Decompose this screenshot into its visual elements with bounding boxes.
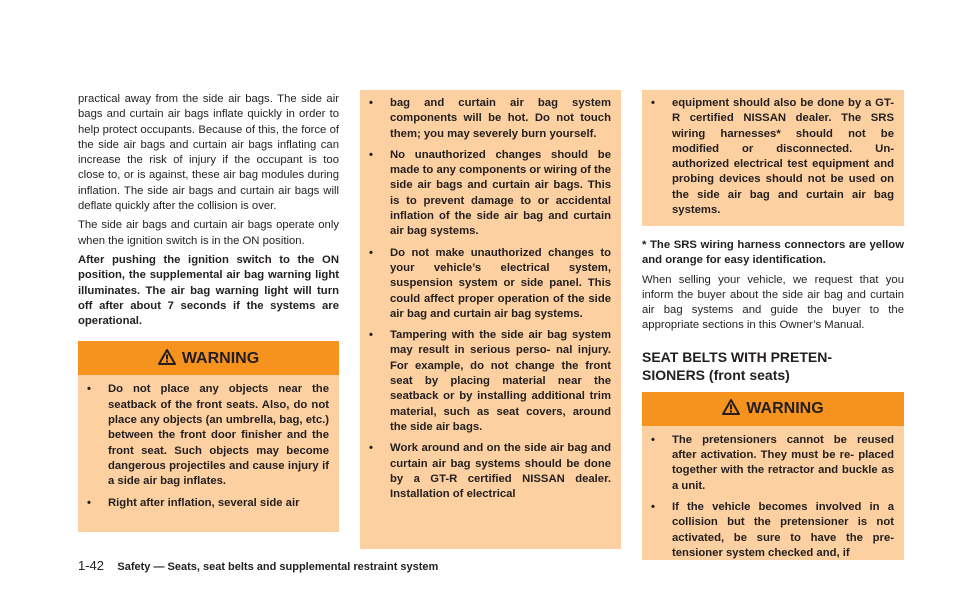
body-paragraph: When selling your vehicle, we request that you inform the buyer about the side air bag and curtain air bag systems and guide the buyer to the appropriate sections in this Owner’s Manual.: [642, 273, 904, 332]
warning-item: • The pretensioners cannot be reused after activation. They must be re- placed together with the retractor and buckle as a unit.: [642, 433, 894, 494]
column-2-warning-continued: [360, 90, 621, 549]
column-1: [78, 92, 339, 532]
warning-box: [78, 341, 339, 532]
page-number: 1-42: [78, 558, 105, 573]
warning-triangle-icon: [722, 399, 740, 418]
warning-item: • If the vehicle becomes involved in a collision but the pretensioner is not activated, be sure to have the pre- tensioner system checked and, if: [642, 500, 894, 560]
bold-paragraph: After pushing the ignition switch to the ON position, the supplemental air bag warning light illuminates. The air bag warning light will turn off after about 7 seconds if the systems are operational.: [78, 253, 339, 328]
warning-item: • Do not place any objects near the seatback of the front seats. Also, do not place any objects (an umbrella, bag, etc.) between the front door finisher and the front seat. Such objects may become dangerous projectiles and cause injury if a side air bag inflates.: [78, 382, 329, 489]
warning-item: • Do not make unauthorized changes to your vehicle’s electrical system, suspension system or side panel. This could affect proper operation of the side air bag and curtain air bag systems.: [360, 246, 611, 322]
footer-section-title: Safety — Seats, seat belts and supplemental restraint system: [117, 561, 439, 573]
warning-continued-box: [642, 90, 904, 226]
warning-item-continued: • equipment should also be done by a GT-R certified NISSAN dealer. The SRS wiring harnesses* should not be modified or disconnected. Un- authorized electrical test equipment and probing devices should not be used on the side air bag and curtain air bag systems.: [642, 96, 894, 218]
warning-item: • Tampering with the side air bag system may result in serious perso- nal injury. For example, do not change the front seat by placing material near the seatback or by installing additional trim material, such as seat covers, around the side air bags.: [360, 328, 611, 435]
warning-item: • Work around and on the side air bag and curtain air bag systems should be done by a GT-R certified NISSAN dealer. Installation of electrical: [360, 441, 611, 502]
warning-header: [642, 392, 904, 426]
warning-body: [78, 375, 339, 532]
warning-header: [78, 341, 339, 375]
warning-title: WARNING: [746, 400, 824, 418]
warning-triangle-icon: [158, 349, 176, 368]
footnote: * The SRS wiring harness connectors are yellow and orange for easy identification.: [642, 239, 904, 267]
page-footer: [78, 558, 438, 573]
body-paragraph: The side air bags and curtain air bags operate only when the ignition switch is in the ON position.: [78, 219, 339, 247]
warning-title: WARNING: [181, 349, 260, 367]
body-paragraph: practical away from the side air bags. The side air bags and curtain air bags inflate quickly in order to help protect occupants. Because of this, the force of the side air bags and curtain air bags inflating can increase the risk of injury if the occupant is too close to, or is against, these air bag modules during inflation. The side air bags and curtain air bags will deflate quickly after the collision is over.: [78, 93, 339, 213]
warning-item-continued: • bag and curtain air bag system components will be hot. Do not touch them; you may severely burn yourself.: [360, 96, 611, 142]
warning-box: [642, 392, 904, 560]
warning-body: [642, 426, 904, 560]
warning-item: • Right after inflation, several side air: [78, 496, 329, 511]
column-3: [642, 90, 904, 560]
section-title: SEAT BELTS WITH PRETEN- SIONERS (front seats): [642, 348, 833, 383]
warning-item: • No unauthorized changes should be made to any components or wiring of the side air bags and curtain air bags. This is to prevent damage to or accidental inflation of the side air bag and curtain air bag systems.: [360, 148, 611, 240]
